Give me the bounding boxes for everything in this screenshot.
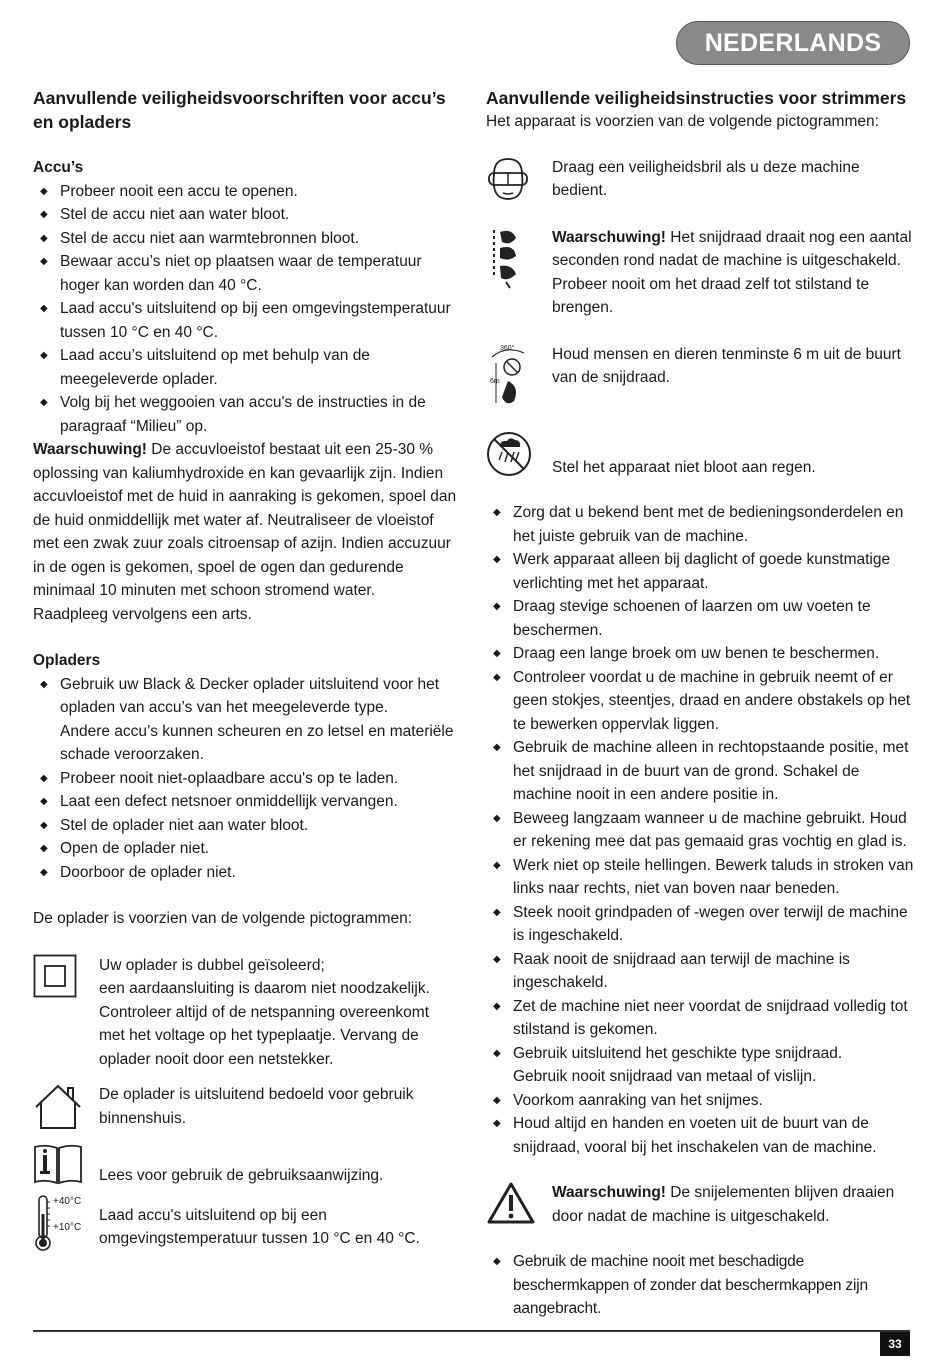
list-item-text-cont: Gebruik nooit snijdraad van metaal of vislijn. bbox=[513, 1068, 817, 1085]
list-item: ◆ Bewaar accu’s niet op plaatsen waar de temperatuur hoger kan worden dan 40 °C. bbox=[33, 250, 458, 297]
picto-text bbox=[552, 1181, 914, 1228]
distance-6m-label: 6m bbox=[490, 377, 500, 385]
list-item: ◆ Voorkom aanraking van het snijmes. bbox=[486, 1089, 914, 1113]
list-item: ◆ Zet de machine niet neer voordat de snijdraad volledig tot stilstand is gekomen. bbox=[486, 995, 914, 1042]
list-item: ◆ Stel de accu niet aan warmtebronnen bloot. bbox=[33, 227, 458, 251]
picto-double-insulated bbox=[33, 954, 458, 1072]
list-item: ◆ Probeer nooit een accu te openen. bbox=[33, 180, 458, 204]
picto-keep-distance bbox=[486, 343, 914, 415]
list-item: ◆ Draag stevige schoenen of laarzen om uw voeten te beschermen. bbox=[486, 595, 914, 642]
accus-heading: Accu’s bbox=[33, 159, 84, 176]
page-number: 33 bbox=[880, 1332, 910, 1356]
picto-text: Lees voor gebruik de gebruiksaanwijzing. bbox=[99, 1167, 384, 1184]
picto-manual bbox=[33, 1143, 458, 1188]
battery-warning bbox=[33, 438, 458, 603]
picto-text: De oplader is uitsluitend bedoeld voor gebruik binnenshuis. bbox=[99, 1086, 414, 1127]
list-item: ◆ Doorboor de oplader niet. bbox=[33, 861, 458, 885]
temp-high-label: +40°C bbox=[53, 1195, 82, 1207]
list-item: ◆ Steek nooit grindpaden of -wegen over terwijl de machine is ingeschakeld. bbox=[486, 901, 914, 948]
list-item: ◆ Draag een lange broek om uw benen te beschermen. bbox=[486, 642, 914, 666]
warning-label: Waarschuwing! bbox=[552, 1184, 666, 1201]
guard-list bbox=[486, 1250, 914, 1321]
warning-label: Waarschuwing! bbox=[33, 441, 147, 458]
warning-text: De snijelementen blijven draaien door nadat de machine is uitgeschakeld. bbox=[552, 1184, 895, 1225]
list-item: ◆ Zorg dat u bekend bent met de bedieningsonderdelen en het juiste gebruik van de machine. bbox=[486, 501, 914, 548]
warning-text: Het snijdraad draait nog een aantal seconden rond nadat de machine is uitgeschakeld. Probeer nooit om het draad zelf tot stilstand te brengen. bbox=[552, 228, 912, 316]
language-badge: NEDERLANDS bbox=[676, 21, 910, 65]
picto-text: een aardaansluiting is daarom niet noodzakelijk. Controleer altijd of de netspanning overeenkomt met het voltage op het typeplaatje. Vervang de oplader nooit door een netstekker. bbox=[99, 980, 430, 1068]
list-item: ◆ Werk apparaat alleen bij daglicht of goede kunstmatige verlichting met het apparaat. bbox=[486, 548, 914, 595]
list-item: ◆ Houd altijd en handen en voeten uit de buurt van de snijdraad, vooral bij het inschakelen van de machine. bbox=[486, 1112, 914, 1159]
strimmer-safety-list bbox=[486, 501, 914, 1159]
list-item: ◆ Beweeg langzaam wanneer u de machine gebruikt. Houd er rekening mee dat pas gemaaid gras vochtig en glad is. bbox=[486, 807, 914, 854]
footer-rule bbox=[33, 1330, 910, 1332]
no-rain-icon bbox=[486, 431, 552, 477]
right-title: Aanvullende veiligheidsinstructies voor strimmers bbox=[486, 88, 907, 108]
list-item-text-cont: Andere accu’s kunnen scheuren en zo letsel en materiële schade veroorzaken. bbox=[60, 722, 454, 763]
list-item: ◆ Laat een defect netsnoer onmiddellijk vervangen. bbox=[33, 790, 458, 814]
list-item: ◆ Probeer nooit niet-oplaadbare accu's op te laden. bbox=[33, 767, 458, 791]
warning-text: De accuvloeistof bestaat uit een 25-30 % oplossing van kaliumhydroxide en kan gevaarlijk zijn. Indien accuvloeistof met de huid in aanraking is gekomen, spoel dan de huid onmiddellijk met water af. Neutraliseer de vloeistof met een zwak zuur zoals citroensap of azijn. Indien accuzuur in de ogen is gekomen, spoel de ogen dan gedurende minimaal 10 minuten met schoon stromend water. bbox=[33, 441, 457, 599]
accus-list bbox=[33, 180, 458, 439]
picto-text bbox=[552, 226, 914, 320]
spinning-line-icon bbox=[486, 226, 552, 290]
temp-labels bbox=[53, 1196, 81, 1234]
picto-indoor bbox=[33, 1083, 458, 1131]
double-insulation-icon bbox=[33, 954, 99, 998]
list-item bbox=[486, 1042, 914, 1089]
picto-spinning-line bbox=[486, 226, 914, 320]
right-column bbox=[486, 86, 914, 1321]
list-item: ◆ Laad accu’s uitsluitend op met behulp van de meegeleverde oplader. bbox=[33, 344, 458, 391]
manual-info-icon bbox=[33, 1143, 99, 1187]
list-item: ◆ Gebruik de machine nooit met beschadigde beschermkappen of zonder dat beschermkappen zijn aangebracht. bbox=[486, 1250, 914, 1321]
list-item: ◆ Open de oplader niet. bbox=[33, 837, 458, 861]
list-item-text: Gebruik uitsluitend het geschikte type snijdraad. bbox=[513, 1044, 843, 1062]
opladers-list bbox=[33, 673, 458, 885]
picto-temperature bbox=[33, 1194, 458, 1252]
temp-low-label: +10°C bbox=[53, 1221, 82, 1233]
list-item: ◆ Stel de accu niet aan water bloot. bbox=[33, 203, 458, 227]
picto-text: Houd mensen en dieren tenminste 6 m uit de buurt van de snijdraad. bbox=[552, 345, 901, 386]
picto-warning-blades bbox=[486, 1181, 914, 1228]
list-item: ◆ Controleer voordat u de machine in gebruik neemt of er geen stokjes, steentjes, draad en andere obstakels op het te bewerken oppervlak liggen. bbox=[486, 666, 914, 737]
list-item: ◆ Volg bij het weggooien van accu's de instructies in de paragraaf “Milieu” op. bbox=[33, 391, 458, 438]
picto-safety-glasses bbox=[486, 156, 914, 203]
list-item: ◆ Gebruik de machine alleen in rechtopstaande positie, met het snijdraad in de buurt van de grond. Schakel de machine nooit in een andere positie in. bbox=[486, 736, 914, 807]
list-item: ◆ Werk niet op steile hellingen. Bewerk taluds in stroken van links naar rechts, niet van boven naar beneden. bbox=[486, 854, 914, 901]
opladers-heading: Opladers bbox=[33, 652, 101, 669]
left-column bbox=[33, 86, 458, 1252]
house-icon bbox=[33, 1083, 99, 1131]
picto-no-rain bbox=[486, 431, 914, 480]
thermometer-icon bbox=[33, 1194, 99, 1252]
safety-glasses-icon bbox=[486, 156, 552, 202]
left-title: Aanvullende veiligheidsvoorschriften voor accu’s en opladers bbox=[33, 88, 446, 132]
charger-pictos-intro: De oplader is voorzien van de volgende pictogrammen: bbox=[33, 910, 413, 927]
picto-text: Uw oplader is dubbel geïsoleerd; bbox=[99, 956, 325, 974]
warning-text-2: Raadpleeg vervolgens een arts. bbox=[33, 605, 252, 623]
warning-triangle-icon bbox=[486, 1181, 552, 1225]
keep-distance-icon bbox=[486, 343, 552, 415]
warning-label: Waarschuwing! bbox=[552, 228, 666, 246]
picto-text: Stel het apparaat niet bloot aan regen. bbox=[552, 458, 816, 476]
list-item-text: Gebruik uw Black & Decker oplader uitsluitend voor het opladen van accu’s van het meegeleverde type. bbox=[60, 675, 440, 716]
list-item: ◆ Laad accu's uitsluitend op bij een omgevingstemperatuur tussen 10 °C en 40 °C. bbox=[33, 297, 458, 344]
picto-text: Laad accu's uitsluitend op bij een omgevingstemperatuur tussen 10 °C en 40 °C. bbox=[99, 1206, 420, 1247]
distance-360-label: 360° bbox=[500, 344, 515, 352]
picto-text: Draag een veiligheidsbril als u deze machine bedient. bbox=[552, 158, 860, 199]
list-item: ◆ Raak nooit de snijdraad aan terwijl de machine is ingeschakeld. bbox=[486, 948, 914, 995]
right-intro: Het apparaat is voorzien van de volgende pictogrammen: bbox=[486, 113, 879, 130]
list-item bbox=[33, 673, 458, 767]
list-item: ◆ Stel de oplader niet aan water bloot. bbox=[33, 814, 458, 838]
